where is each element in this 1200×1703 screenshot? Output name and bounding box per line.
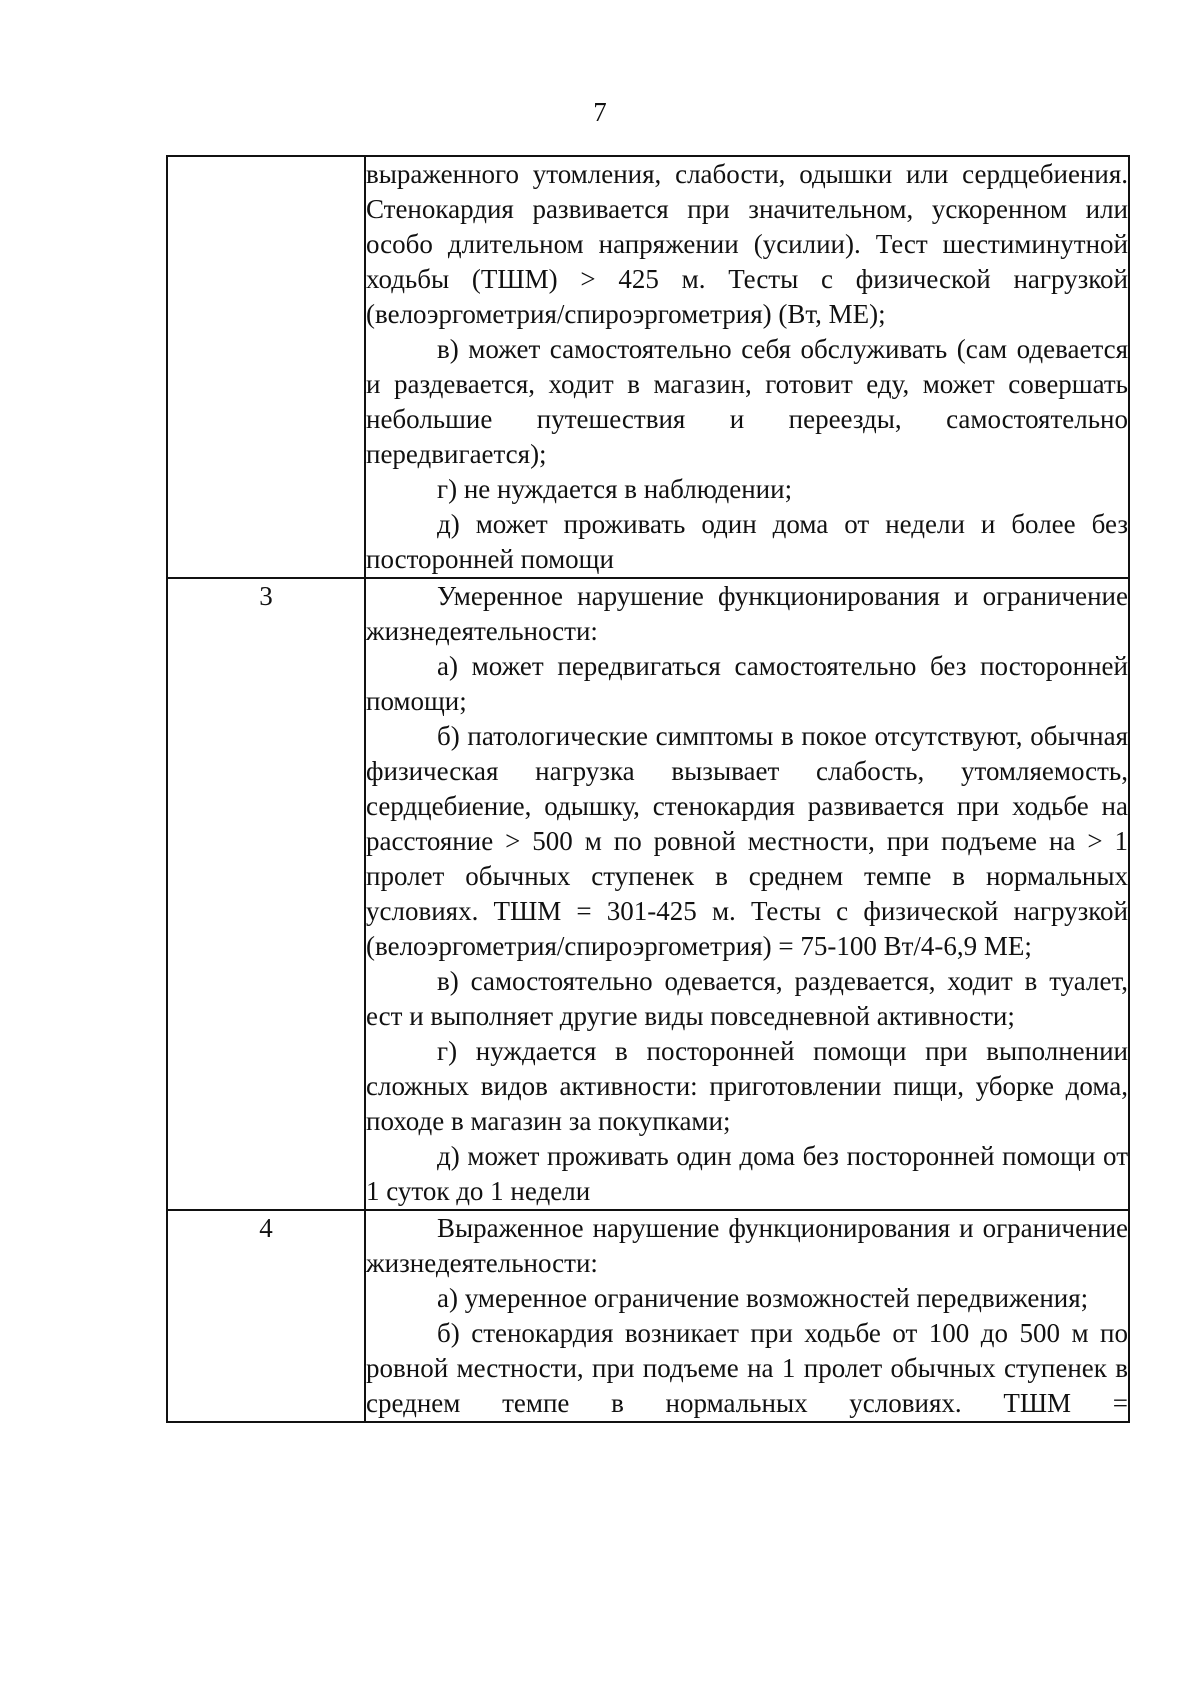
degree-number-cell: 3 <box>167 578 365 1210</box>
description-paragraph: Выраженное нарушение функционирования и ограничение жизнедеятельности: <box>366 1213 1128 1278</box>
table-row <box>167 156 1129 578</box>
classification-table <box>166 155 1130 1423</box>
description-paragraph: г) нуждается в посторонней помощи при выполнении сложных видов активности: приготовлении пищи, уборке дома, походе в магазин за покупками; <box>366 1036 1128 1136</box>
description-paragraph: в) может самостоятельно себя обслуживать (сам одевается и раздевается, ходит в магазин, готовит еду, может совершать небольшие путешествия и переезды, самостоятельно передвигается); <box>366 334 1128 469</box>
page-number: 7 <box>593 97 607 127</box>
description-cell <box>365 578 1129 1210</box>
description-cell <box>365 156 1129 578</box>
description-paragraph: б) патологические симптомы в покое отсутствуют, обычная физическая нагрузка вызывает слабость, утомляемость, сердцебиение, одышку, стенокардия развивается при ходьбе на расстояние > 500 м по ровной местности, при подъеме на > 1 пролет обычных ступенек в среднем темпе в нормальных условиях. ТШМ = 301-425 м. Тесты с физической нагрузкой (велоэргометрия/спироэргометрия) = 75-100 Вт/4-6,9 МЕ; <box>366 721 1128 961</box>
degree-number-cell: 4 <box>167 1210 365 1422</box>
description-paragraph: в) самостоятельно одевается, раздевается, ходит в туалет, ест и выполняет другие виды повседневной активности; <box>366 966 1128 1031</box>
description-paragraph: б) стенокардия возникает при ходьбе от 100 до 500 м по ровной местности, при подъеме на 1 пролет обычных ступенек в среднем темпе в нормальных условиях. ТШМ = <box>366 1318 1128 1418</box>
description-paragraph: а) умеренное ограничение возможностей передвижения; <box>437 1283 1089 1313</box>
description-paragraph: д) может проживать один дома без посторонней помощи от 1 суток до 1 недели <box>366 1141 1128 1206</box>
description-paragraph: выраженного утомления, слабости, одышки или сердцебиения. Стенокардия развивается при значительном, ускоренном или особо длительном напряжении (усилии). Тест шестиминутной ходьбы (ТШМ) > 425 м. Тесты с физической нагрузкой (велоэргометрия/спироэргометрия) (Вт, МЕ); <box>366 159 1128 329</box>
description-cell <box>365 1210 1129 1422</box>
table-row <box>167 578 1129 1210</box>
description-paragraph: а) может передвигаться самостоятельно без посторонней помощи; <box>366 651 1128 716</box>
description-paragraph: г) не нуждается в наблюдении; <box>437 474 793 504</box>
description-paragraph: д) может проживать один дома от недели и более без посторонней помощи <box>366 509 1128 574</box>
description-paragraph: Умеренное нарушение функционирования и ограничение жизнедеятельности: <box>366 581 1128 646</box>
table-body <box>167 156 1129 1422</box>
degree-number-cell <box>167 156 365 578</box>
table-row <box>167 1210 1129 1422</box>
